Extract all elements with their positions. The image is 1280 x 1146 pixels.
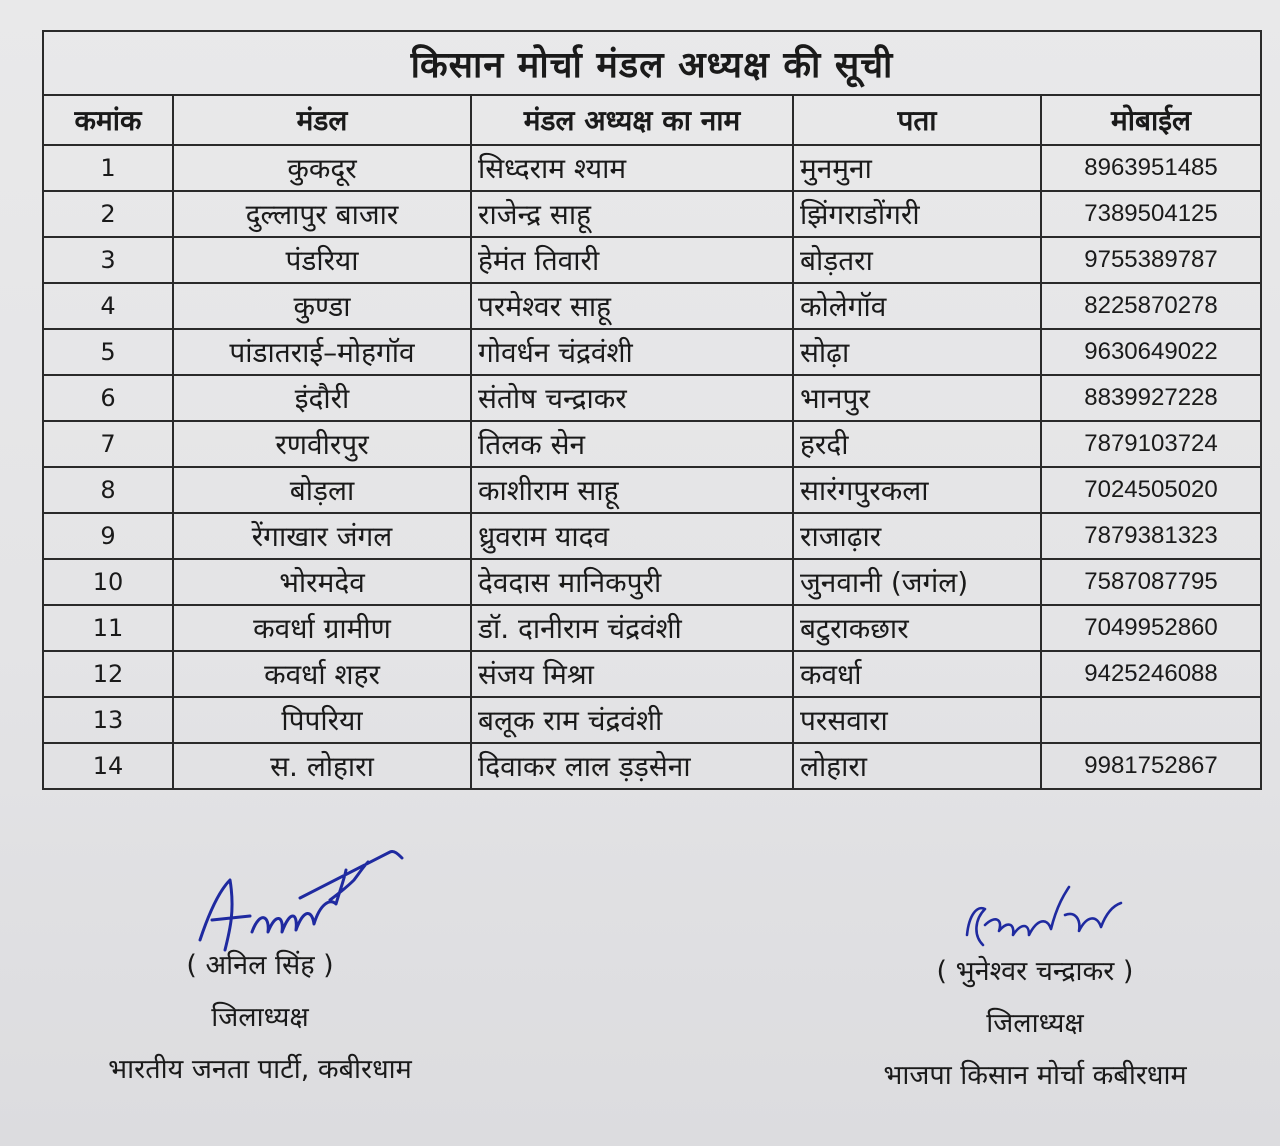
- table-row: [43, 467, 1261, 513]
- address-cell: कवर्धा: [793, 651, 1041, 697]
- address-cell: जुनवानी (जगंल): [793, 559, 1041, 605]
- table-row: [43, 329, 1261, 375]
- signatory-right-organization: भाजपा किसान मोर्चा कबीरधाम: [883, 1060, 1187, 1091]
- mandal-cell: कवर्धा शहर: [173, 651, 471, 697]
- president-name-cell: देवदास मानिकपुरी: [471, 559, 793, 605]
- address-cell: हरदी: [793, 421, 1041, 467]
- mobile-cell: 8963951485: [1041, 145, 1261, 191]
- president-name-cell: ध्रुवराम यादव: [471, 513, 793, 559]
- signatory-right: [815, 946, 1255, 1102]
- mandal-cell: कुकदूर: [173, 145, 471, 191]
- address-cell: बटुराकछार: [793, 605, 1041, 651]
- president-name-cell: संजय मिश्रा: [471, 651, 793, 697]
- president-name-cell: बलूक राम चंद्रवंशी: [471, 697, 793, 743]
- address-cell: सारंगपुरकला: [793, 467, 1041, 513]
- president-name-cell: काशीराम साहू: [471, 467, 793, 513]
- president-name-cell: डॉ. दानीराम चंद्रवंशी: [471, 605, 793, 651]
- signatory-left: [40, 940, 480, 1096]
- table-row: [43, 559, 1261, 605]
- column-header-address: पता: [793, 95, 1041, 145]
- address-cell: सोढ़ा: [793, 329, 1041, 375]
- signatory-right-designation: जिलाध्यक्ष: [986, 1008, 1084, 1039]
- table-row: [43, 651, 1261, 697]
- mandal-cell: दुल्लापुर बाजार: [173, 191, 471, 237]
- table-title: किसान मोर्चा मंडल अध्यक्ष की सूची: [43, 31, 1261, 95]
- serial-cell: 12: [43, 651, 173, 697]
- mandal-cell: रेंगाखार जंगल: [173, 513, 471, 559]
- column-header-serial: कमांक: [43, 95, 173, 145]
- mobile-cell: 7587087795: [1041, 559, 1261, 605]
- address-cell: बोड़तरा: [793, 237, 1041, 283]
- mandal-cell: कुण्डा: [173, 283, 471, 329]
- address-cell: भानपुर: [793, 375, 1041, 421]
- signatory-left-name: ( अनिल सिंह ): [186, 950, 334, 981]
- mandal-cell: पांडातराई–मोहगॉव: [173, 329, 471, 375]
- serial-cell: 11: [43, 605, 173, 651]
- mobile-cell: 9630649022: [1041, 329, 1261, 375]
- serial-cell: 3: [43, 237, 173, 283]
- president-name-cell: दिवाकर लाल ड़ड़सेना: [471, 743, 793, 789]
- column-header-president-name: मंडल अध्यक्ष का नाम: [471, 95, 793, 145]
- president-name-cell: संतोष चन्द्राकर: [471, 375, 793, 421]
- mandal-cell: कवर्धा ग्रामीण: [173, 605, 471, 651]
- mandal-cell: पंडरिया: [173, 237, 471, 283]
- mobile-cell: 9981752867: [1041, 743, 1261, 789]
- president-name-cell: तिलक सेन: [471, 421, 793, 467]
- mandal-cell: पिपरिया: [173, 697, 471, 743]
- header-row: [43, 95, 1261, 145]
- signatory-left-organization: भारतीय जनता पार्टी, कबीरधाम: [108, 1054, 412, 1085]
- president-name-cell: परमेश्वर साहू: [471, 283, 793, 329]
- mandal-cell: इंदौरी: [173, 375, 471, 421]
- serial-cell: 8: [43, 467, 173, 513]
- mobile-cell: 7879381323: [1041, 513, 1261, 559]
- table-row: [43, 145, 1261, 191]
- president-name-cell: सिध्दराम श्याम: [471, 145, 793, 191]
- serial-cell: 6: [43, 375, 173, 421]
- table-row: [43, 743, 1261, 789]
- serial-cell: 14: [43, 743, 173, 789]
- mobile-cell: 9755389787: [1041, 237, 1261, 283]
- mandal-cell: स. लोहारा: [173, 743, 471, 789]
- president-name-cell: राजेन्द्र साहू: [471, 191, 793, 237]
- serial-cell: 2: [43, 191, 173, 237]
- table-row: [43, 237, 1261, 283]
- mobile-cell: 8839927228: [1041, 375, 1261, 421]
- table-row: [43, 513, 1261, 559]
- president-name-cell: गोवर्धन चंद्रवंशी: [471, 329, 793, 375]
- column-header-mobile: मोबाईल: [1041, 95, 1261, 145]
- address-cell: झिंगराडोंगरी: [793, 191, 1041, 237]
- serial-cell: 1: [43, 145, 173, 191]
- table-row: [43, 697, 1261, 743]
- table-row: [43, 421, 1261, 467]
- signatory-right-name: ( भुनेश्वर चन्द्राकर ): [936, 956, 1134, 987]
- address-cell: राजाढ़ार: [793, 513, 1041, 559]
- mobile-cell: 9425246088: [1041, 651, 1261, 697]
- mobile-cell: 8225870278: [1041, 283, 1261, 329]
- mandal-cell: रणवीरपुर: [173, 421, 471, 467]
- mobile-cell: 7024505020: [1041, 467, 1261, 513]
- serial-cell: 9: [43, 513, 173, 559]
- table-row: [43, 283, 1261, 329]
- table-row: [43, 375, 1261, 421]
- serial-cell: 4: [43, 283, 173, 329]
- address-cell: कोलेगॉव: [793, 283, 1041, 329]
- signatory-left-designation: जिलाध्यक्ष: [211, 1002, 309, 1033]
- address-cell: परसवारा: [793, 697, 1041, 743]
- mobile-cell: [1041, 697, 1261, 743]
- table-row: [43, 191, 1261, 237]
- serial-cell: 13: [43, 697, 173, 743]
- mandal-cell: बोड़ला: [173, 467, 471, 513]
- mobile-cell: 7049952860: [1041, 605, 1261, 651]
- column-header-mandal: मंडल: [173, 95, 471, 145]
- serial-cell: 7: [43, 421, 173, 467]
- mandal-cell: भोरमदेव: [173, 559, 471, 605]
- signature-left: [180, 820, 420, 960]
- serial-cell: 10: [43, 559, 173, 605]
- mobile-cell: 7389504125: [1041, 191, 1261, 237]
- president-list-table: [42, 30, 1262, 790]
- table-body: [43, 145, 1261, 789]
- serial-cell: 5: [43, 329, 173, 375]
- mobile-cell: 7879103724: [1041, 421, 1261, 467]
- president-name-cell: हेमंत तिवारी: [471, 237, 793, 283]
- address-cell: लोहारा: [793, 743, 1041, 789]
- address-cell: मुनमुना: [793, 145, 1041, 191]
- table-row: [43, 605, 1261, 651]
